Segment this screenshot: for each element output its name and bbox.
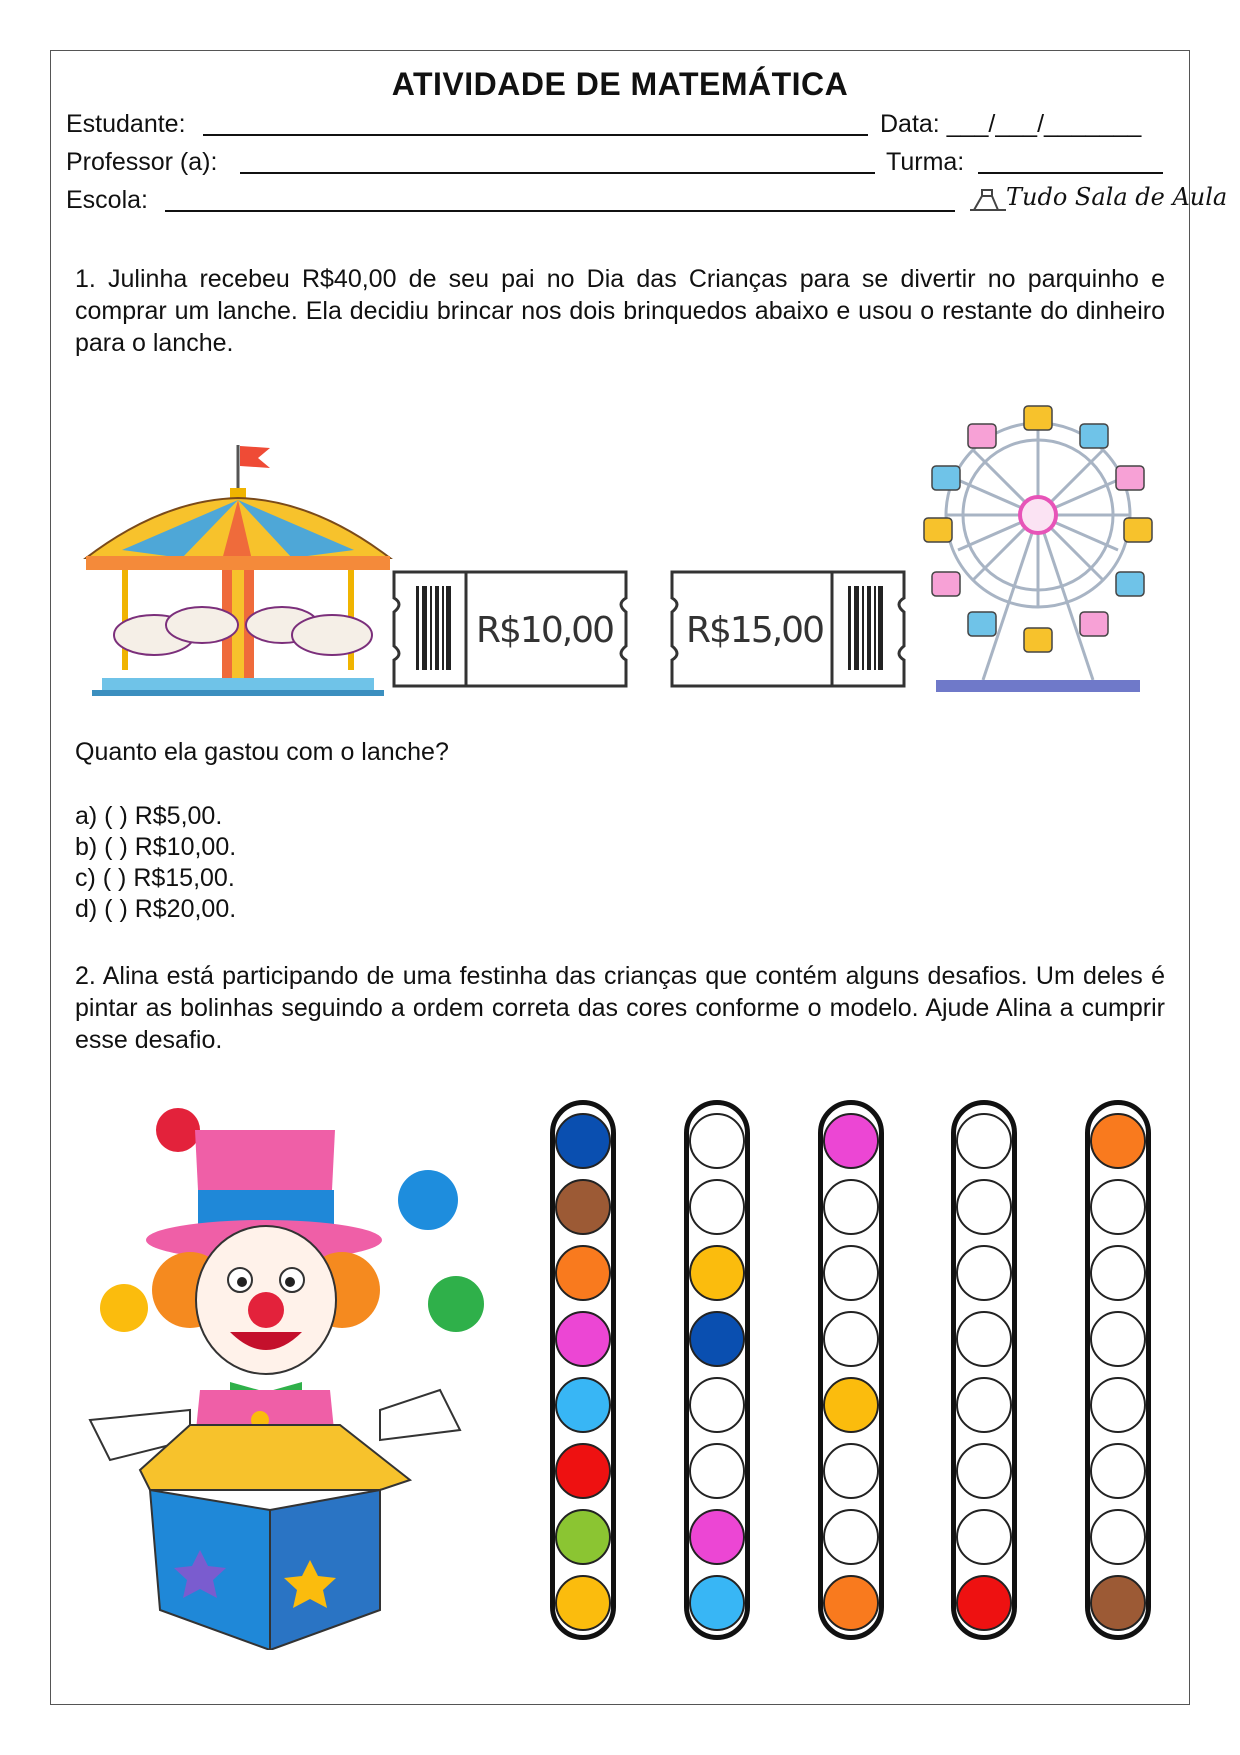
blank-ball[interactable] — [1090, 1377, 1146, 1433]
color-ball — [555, 1443, 611, 1499]
teacher-field[interactable] — [240, 172, 875, 174]
color-ball — [555, 1509, 611, 1565]
color-ball — [823, 1113, 879, 1169]
carousel-icon — [82, 440, 394, 700]
blank-ball[interactable] — [689, 1113, 745, 1169]
blank-ball[interactable] — [1090, 1245, 1146, 1301]
color-ball — [555, 1311, 611, 1367]
school-label: Escola: — [66, 186, 148, 214]
blank-ball[interactable] — [1090, 1311, 1146, 1367]
blank-ball[interactable] — [956, 1113, 1012, 1169]
color-ball — [689, 1245, 745, 1301]
question-2-text: 2. Alina está participando de uma festinha das crianças que contém alguns desafios. Um deles é pintar as bolinhas seguindo a ordem correta das cores conforme o modelo. Ajude Alina a cumprir esse desafio. — [75, 962, 1165, 1054]
blank-ball[interactable] — [1090, 1179, 1146, 1235]
class-label: Turma: — [886, 148, 965, 176]
blank-ball[interactable] — [823, 1443, 879, 1499]
student-field[interactable] — [203, 134, 868, 136]
logo-icon — [968, 186, 1008, 212]
blank-ball[interactable] — [823, 1311, 879, 1367]
page-title: ATIVIDADE DE MATEMÁTICA — [391, 66, 849, 102]
color-ball — [689, 1509, 745, 1565]
question-1-text: 1. Julinha recebeu R$40,00 de seu pai no Dia das Crianças para se divertir no parquinho e comprar um lanche. Ela decidiu brincar nos dois brinquedos abaixo e usou o restante do dinheiro para o lanche. — [75, 265, 1165, 357]
blank-ball[interactable] — [956, 1245, 1012, 1301]
option-b[interactable]: b) ( ) R$10,00. — [75, 833, 237, 861]
ticket-10 — [390, 568, 630, 690]
color-ball — [823, 1575, 879, 1631]
color-ball — [555, 1377, 611, 1433]
color-ball — [555, 1179, 611, 1235]
blank-ball[interactable] — [956, 1311, 1012, 1367]
blank-ball[interactable] — [1090, 1509, 1146, 1565]
logo-text: Tudo Sala de Aula — [1006, 183, 1228, 211]
tube-5 — [1085, 1100, 1151, 1640]
blank-ball[interactable] — [956, 1443, 1012, 1499]
blank-ball[interactable] — [823, 1509, 879, 1565]
blank-ball[interactable] — [823, 1179, 879, 1235]
blank-ball[interactable] — [823, 1245, 879, 1301]
blank-ball[interactable] — [956, 1509, 1012, 1565]
blank-ball[interactable] — [689, 1377, 745, 1433]
ticket-15 — [668, 568, 908, 690]
color-ball — [1090, 1575, 1146, 1631]
clown-icon — [80, 1090, 500, 1650]
school-field[interactable] — [165, 210, 955, 212]
color-ball — [555, 1245, 611, 1301]
date-label[interactable]: Data: ___/___/_______ — [880, 110, 1142, 138]
class-field[interactable] — [978, 172, 1163, 174]
blank-ball[interactable] — [689, 1443, 745, 1499]
ticket-10-price: R$10,00 — [476, 610, 613, 651]
blank-ball[interactable] — [956, 1377, 1012, 1433]
student-label: Estudante: — [66, 110, 186, 138]
color-ball — [689, 1575, 745, 1631]
tube-4 — [951, 1100, 1017, 1640]
color-ball — [555, 1575, 611, 1631]
color-ball — [823, 1377, 879, 1433]
color-ball — [956, 1575, 1012, 1631]
ferris-wheel-icon — [918, 400, 1158, 700]
color-ball — [1090, 1113, 1146, 1169]
tube-1 — [550, 1100, 616, 1640]
blank-ball[interactable] — [1090, 1443, 1146, 1499]
option-d[interactable]: d) ( ) R$20,00. — [75, 895, 237, 923]
tube-3 — [818, 1100, 884, 1640]
ticket-15-price: R$15,00 — [686, 610, 823, 651]
tube-2 — [684, 1100, 750, 1640]
color-ball — [555, 1113, 611, 1169]
color-ball — [689, 1311, 745, 1367]
blank-ball[interactable] — [956, 1179, 1012, 1235]
question-1-prompt: Quanto ela gastou com o lanche? — [75, 738, 449, 766]
option-a[interactable]: a) ( ) R$5,00. — [75, 802, 223, 830]
blank-ball[interactable] — [689, 1179, 745, 1235]
teacher-label: Professor (a): — [66, 148, 218, 176]
option-c[interactable]: c) ( ) R$15,00. — [75, 864, 235, 892]
